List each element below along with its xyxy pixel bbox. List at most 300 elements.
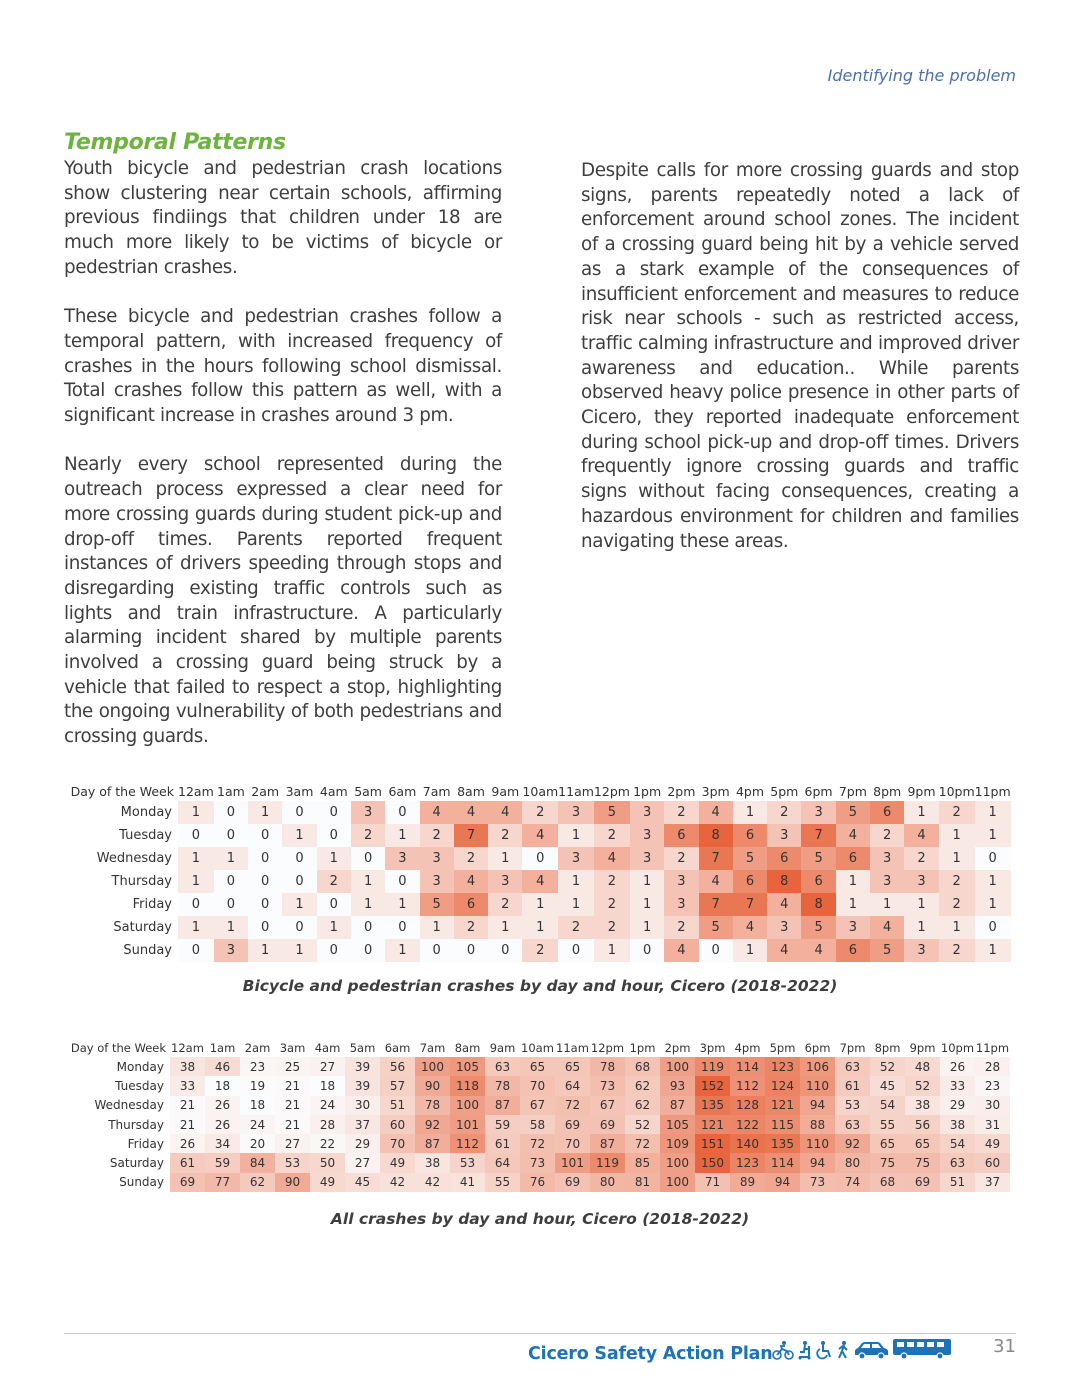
heatmap-cell: 3 [558,847,594,870]
heatmap-cell: 61 [835,1076,870,1095]
heatmap-hour-label: 2pm [667,783,696,799]
heatmap-cell: 54 [940,1134,975,1153]
heatmap-cell: 119 [695,1057,730,1076]
all-crash-heatmap [66,1039,1010,1192]
heatmap-cell: 70 [520,1076,555,1095]
heatmap-cell: 76 [520,1173,555,1192]
heatmap-cell: 23 [240,1057,275,1076]
heatmap-row [70,939,1011,962]
header-section-label: Identifying the problem [827,66,1016,85]
heatmap-cell: 140 [730,1134,765,1153]
heatmap-cell: 0 [351,847,385,870]
heatmap-cell: 73 [590,1076,625,1095]
pedestrian-icon [836,1340,850,1360]
heatmap-cell: 3 [664,870,698,893]
heatmap-day-label: Thursday [108,1117,164,1132]
heatmap-cell: 5 [836,801,870,824]
heatmap-cell: 4 [522,870,558,893]
heatmap-cell: 3 [488,870,522,893]
heatmap-cell: 124 [765,1076,800,1095]
heatmap-cell: 1 [351,870,385,893]
heatmap-hour-label: 11pm [975,1041,1010,1055]
heatmap-cell: 6 [733,870,767,893]
heatmap-cell: 114 [730,1057,765,1076]
heatmap-cell: 80 [835,1153,870,1172]
heatmap-day-label: Wednesday [96,851,172,866]
heatmap-caption: Bicycle and pedestrian crashes by day and hour, Cicero (2018-2022) [242,977,838,995]
heatmap-cell: 24 [240,1115,275,1134]
heatmap-hour-label: 9pm [909,1041,936,1055]
heatmap-cell: 85 [625,1153,660,1172]
heatmap-cell: 4 [699,870,733,893]
heatmap-cell: 2 [904,847,938,870]
heatmap-cell: 65 [905,1134,940,1153]
heatmap-cell: 52 [905,1076,940,1095]
heatmap-cell: 53 [835,1096,870,1115]
section-title: Temporal Patterns [64,130,286,155]
heatmap-cell: 110 [800,1076,835,1095]
heatmap-hour-label: 1am [217,783,245,799]
heatmap-cell: 93 [660,1076,695,1095]
heatmap-hour-label: 8am [454,1041,481,1055]
heatmap-cell: 1 [178,916,214,939]
heatmap-cell: 123 [730,1153,765,1172]
heatmap-hour-label: 6am [388,783,417,799]
heatmap-day-label: Monday [116,1059,164,1074]
heatmap-cell: 100 [660,1057,695,1076]
heatmap-caption: All crashes by day and hour, Cicero (2018-2022) [330,1210,750,1228]
heatmap-hour-label: 6pm [804,1041,831,1055]
heatmap-cell: 65 [870,1134,905,1153]
heatmap-cell: 101 [555,1153,590,1172]
heatmap-cell: 1 [733,801,767,824]
heatmap-day-label: Saturday [113,920,172,935]
heatmap-cell: 23 [975,1076,1010,1095]
heatmap-hour-label: 10am [522,783,559,799]
heatmap-cell: 68 [870,1173,905,1192]
heatmap-cell: 52 [625,1115,660,1134]
heatmap-day-label: Friday [132,897,172,912]
heatmap-day-label: Saturday [109,1156,164,1171]
heatmap-cell: 84 [240,1153,275,1172]
heatmap-cell: 1 [178,847,214,870]
heatmap-day-label: Tuesday [119,828,172,843]
heatmap-cell: 7 [454,824,488,847]
heatmap-cell: 70 [380,1134,415,1153]
heatmap-cell: 6 [664,824,698,847]
heatmap-cell: 0 [214,801,248,824]
heatmap-cell: 88 [800,1115,835,1134]
heatmap-cell: 0 [975,847,1011,870]
heatmap-cell: 121 [695,1115,730,1134]
heatmap-cell: 87 [590,1134,625,1153]
heatmap-cell: 5 [594,801,630,824]
heatmap-cell: 0 [248,847,282,870]
heatmap-cell: 53 [275,1153,310,1172]
heatmap-hour-label: 5am [349,1041,376,1055]
heatmap-cell: 2 [454,847,488,870]
heatmap-cell: 78 [485,1076,520,1095]
heatmap-cell: 46 [205,1057,240,1076]
heatmap-cell: 1 [385,893,419,916]
heatmap-cell: 62 [240,1173,275,1192]
heatmap-cell: 2 [594,893,630,916]
heatmap-cell: 29 [940,1096,975,1115]
heatmap-cell: 115 [765,1115,800,1134]
heatmap-hour-label: 4am [314,1041,341,1055]
heatmap-cell: 67 [590,1096,625,1115]
heatmap-cell: 21 [170,1096,205,1115]
heatmap-cell: 0 [522,847,558,870]
heatmap-cell: 19 [240,1076,275,1095]
heatmap-hour-label: 2am [244,1041,271,1055]
heatmap-cell: 2 [454,916,488,939]
heatmap-cell: 0 [282,801,316,824]
heatmap-cell: 27 [275,1134,310,1153]
heatmap-cell: 8 [801,893,835,916]
heatmap-cell: 67 [520,1096,555,1115]
heatmap-cell: 1 [214,916,248,939]
heatmap-cell: 4 [801,939,835,962]
heatmap-cell: 2 [664,847,698,870]
heatmap-cell: 1 [975,939,1011,962]
heatmap-cell: 90 [415,1076,450,1095]
heatmap-cell: 18 [310,1076,345,1095]
heatmap-cell: 92 [835,1134,870,1153]
heatmap-cell: 100 [660,1173,695,1192]
heatmap-cell: 3 [904,939,938,962]
heatmap-cell: 26 [940,1057,975,1076]
heatmap-cell: 100 [660,1153,695,1172]
footer-title: Cicero Safety Action Plan [528,1344,773,1364]
heatmap-cell: 52 [870,1057,905,1076]
heatmap-cell: 6 [767,847,801,870]
heatmap-cell: 51 [940,1173,975,1192]
heatmap-cell: 123 [765,1057,800,1076]
heatmap-cell: 3 [767,824,801,847]
heatmap-cell: 60 [975,1153,1010,1172]
heatmap-cell: 59 [485,1115,520,1134]
heatmap-cell: 56 [905,1115,940,1134]
heatmap-cell: 5 [733,847,767,870]
heatmap-cell: 3 [870,870,904,893]
heatmap-cell: 33 [170,1076,205,1095]
heatmap-cell: 4 [488,801,522,824]
heatmap-cell: 1 [248,801,282,824]
heatmap-hour-label: 12pm [590,1041,625,1055]
car-icon [853,1340,889,1360]
heatmap-hour-label: 6am [384,1041,411,1055]
heatmap-row [70,870,1011,893]
heatmap-hour-label: 2am [251,783,280,799]
heatmap-cell: 65 [520,1057,555,1076]
heatmap-cell: 94 [765,1173,800,1192]
heatmap-cell: 1 [594,939,630,962]
heatmap-cell: 7 [733,893,767,916]
heatmap-cell: 27 [345,1153,380,1172]
heatmap-cell: 18 [240,1096,275,1115]
heatmap-hour-label: 3pm [699,1041,726,1055]
heatmap-cell: 64 [485,1153,520,1172]
heatmap-cell: 37 [975,1173,1010,1192]
heatmap-hour-label: 8pm [874,1041,901,1055]
heatmap-cell: 0 [282,916,316,939]
heatmap-cell: 2 [420,824,454,847]
heatmap-cell: 3 [836,916,870,939]
heatmap-cell: 1 [317,916,351,939]
heatmap-cell: 0 [282,847,316,870]
heatmap-cell: 5 [870,939,904,962]
heatmap-cell: 1 [522,916,558,939]
heatmap-cell: 7 [801,824,835,847]
heatmap-cell: 0 [385,916,419,939]
heatmap-hour-label: 3am [279,1041,306,1055]
heatmap-hour-label: 9pm [907,783,936,799]
heatmap-cell: 0 [488,939,522,962]
heatmap-cell: 1 [351,893,385,916]
heatmap-cell: 45 [345,1173,380,1192]
heatmap-cell: 4 [836,824,870,847]
heatmap-cell: 1 [870,893,904,916]
heatmap-cell: 55 [870,1115,905,1134]
heatmap-cell: 128 [730,1096,765,1115]
heatmap-cell: 1 [975,801,1011,824]
heatmap-cell: 87 [485,1096,520,1115]
heatmap-cell: 21 [170,1115,205,1134]
heatmap-cell: 51 [380,1096,415,1115]
heatmap-hour-label: 4am [319,783,348,799]
heatmap-cell: 6 [836,939,870,962]
heatmap-cell: 63 [835,1057,870,1076]
heatmap-cell: 4 [767,893,801,916]
heatmap-cell: 58 [520,1115,555,1134]
heatmap-hour-label: 5pm [770,783,799,799]
heatmap-cell: 2 [664,801,698,824]
heatmap-cell: 1 [178,801,214,824]
heatmap-day-label: Monday [120,805,172,820]
heatmap-hour-label: 3am [285,783,314,799]
heatmap-cell: 1 [317,847,351,870]
heatmap-cell: 0 [214,824,248,847]
heatmap-cell: 30 [345,1096,380,1115]
heatmap-cell: 92 [415,1115,450,1134]
heatmap-cell: 2 [594,870,630,893]
heatmap-cell: 1 [488,847,522,870]
heatmap-cell: 42 [415,1173,450,1192]
heatmap-cell: 3 [904,870,938,893]
paragraph: Nearly every school represented during the outreach process expressed a clear need for more crossing guards during student pick-up and drop-off times. Parents reported frequent instances of drivers speeding through stops and disregarding existing traffic controls such as lights and train infrastructure. A particularly alarming incident shared by multiple parents involved a crossing guard being struck by a vehicle that failed to respect a stop, highlighting the ongoing vulnerability of both pedestrians and crossing guards. [64,454,502,748]
heatmap-cell: 4 [454,870,488,893]
heatmap-cell: 7 [699,893,733,916]
heatmap-row [70,801,1011,824]
heatmap-cell: 2 [351,824,385,847]
heatmap-cell: 1 [214,847,248,870]
heatmap-cell: 5 [801,916,835,939]
heatmap-cell: 1 [630,870,664,893]
heatmap-cell: 38 [905,1096,940,1115]
heatmap-cell: 6 [801,870,835,893]
heatmap-cell: 1 [630,893,664,916]
heatmap-cell: 72 [555,1096,590,1115]
heatmap-cell: 34 [205,1134,240,1153]
heatmap-day-label: Friday [127,1136,164,1151]
heatmap-cell: 26 [205,1115,240,1134]
heatmap-cell: 4 [420,801,454,824]
heatmap-cell: 0 [248,824,282,847]
heatmap-hour-label: 7am [422,783,451,799]
heatmap-cell: 78 [590,1057,625,1076]
heatmap-hour-label: 12am [171,1041,204,1055]
heatmap-hour-label: 10pm [940,1041,975,1055]
heatmap-cell: 49 [975,1134,1010,1153]
heatmap-cell: 0 [248,870,282,893]
heatmap-cell: 2 [522,801,558,824]
page-number: 31 [993,1336,1016,1357]
heatmap-cell: 41 [450,1173,485,1192]
heatmap-cell: 0 [317,939,351,962]
heatmap-hour-label: 1pm [633,783,662,799]
heatmap-cell: 1 [282,893,316,916]
heatmap-hour-label: 1am [209,1041,236,1055]
heatmap-cell: 38 [940,1115,975,1134]
paragraph: Youth bicycle and pedestrian crash locations show clustering near certain schools, affirming previous findiings that children under 18 are much more likely to be victims of bicycle or pedestrian crashes. [64,158,502,278]
heatmap-cell: 21 [275,1115,310,1134]
heatmap-cell: 62 [625,1096,660,1115]
heatmap-cell: 1 [975,870,1011,893]
paragraph: Despite calls for more crossing guards and stop signs, parents repeatedly noted a lack of enforcement around school zones. The incident of a crossing guard being hit by a vehicle served as a stark example of the consequences of insufficient enforcement and measures to reduce risk near schools - such as restricted access, traffic calming infrastructure and improved driver awareness and education.. While parents observed heavy police presence in other parts of Cicero, they reported inadequate enforcement during school pick-up and drop-off times. Drivers frequently ignore crossing guards and traffic signs without facing consequences, creating a hazardous environment for children and families navigating these areas. [581,160,1019,552]
heatmap-cell: 0 [630,939,664,962]
heatmap-cell: 3 [630,824,664,847]
heatmap-row [66,1115,1010,1134]
heatmap-cell: 114 [765,1153,800,1172]
heatmap-cell: 4 [522,824,558,847]
heatmap-cell: 2 [558,916,594,939]
heatmap-cell: 0 [214,893,248,916]
heatmap-cell: 20 [240,1134,275,1153]
heatmap-cell: 94 [800,1096,835,1115]
heatmap-cell: 1 [558,824,594,847]
heatmap-cell: 87 [660,1096,695,1115]
heatmap-cell: 71 [695,1173,730,1192]
heatmap-cell: 54 [870,1096,905,1115]
heatmap-cell: 62 [625,1076,660,1095]
heatmap-cell: 39 [345,1076,380,1095]
heatmap-cell: 3 [630,801,664,824]
heatmap-cell: 0 [385,801,419,824]
heatmap-cell: 69 [555,1115,590,1134]
heatmap-cell: 56 [380,1057,415,1076]
heatmap-cell: 1 [939,847,975,870]
heatmap-cell: 2 [767,801,801,824]
heatmap-cell: 5 [699,916,733,939]
heatmap-cell: 49 [380,1153,415,1172]
heatmap-cell: 3 [767,916,801,939]
heatmap-cell: 3 [630,847,664,870]
heatmap-cell: 2 [939,870,975,893]
heatmap-cell: 69 [590,1115,625,1134]
heatmap-cell: 27 [310,1057,345,1076]
heatmap-cell: 0 [248,893,282,916]
heatmap-cell: 135 [765,1134,800,1153]
heatmap-cell: 63 [835,1115,870,1134]
heatmap-cell: 38 [170,1057,205,1076]
heatmap-cell: 152 [695,1076,730,1095]
heatmap-cell: 72 [625,1134,660,1153]
heatmap-hour-label: 12pm [593,783,630,799]
heatmap-hour-label: 4pm [734,1041,761,1055]
heatmap-row [70,847,1011,870]
bike-ped-crash-heatmap [70,781,1011,962]
heatmap-cell: 33 [940,1076,975,1095]
heatmap-cell: 106 [800,1057,835,1076]
heatmap-cell: 2 [488,824,522,847]
heatmap-cell: 0 [420,939,454,962]
heatmap-cell: 2 [664,916,698,939]
heatmap-cell: 18 [205,1076,240,1095]
heatmap-corner-label: Day of the Week [70,783,174,799]
heatmap-cell: 3 [801,801,835,824]
heatmap-cell: 61 [485,1134,520,1153]
heatmap-cell: 0 [248,916,282,939]
heatmap-cell: 57 [380,1076,415,1095]
heatmap-hour-label: 12am [178,783,214,799]
heatmap-cell: 2 [870,824,904,847]
heatmap-hour-label: 5pm [769,1041,796,1055]
heatmap-cell: 30 [975,1096,1010,1115]
heatmap-cell: 1 [630,916,664,939]
heatmap-hour-label: 4pm [735,783,765,799]
heatmap-cell: 21 [275,1096,310,1115]
heatmap-cell: 4 [664,939,698,962]
heatmap-cell: 0 [178,824,214,847]
heatmap-cell: 151 [695,1134,730,1153]
heatmap-cell: 3 [351,801,385,824]
heatmap-cell: 24 [310,1096,345,1115]
heatmap-cell: 3 [385,847,419,870]
heatmap-cell: 0 [178,939,214,962]
heatmap-row [66,1096,1010,1115]
heatmap-cell: 72 [520,1134,555,1153]
heatmap-cell: 122 [730,1115,765,1134]
heatmap-hour-label: 8am [457,783,485,799]
heatmap-cell: 1 [248,939,282,962]
heatmap-cell: 6 [733,824,767,847]
heatmap-row [70,824,1011,847]
heatmap-hour-label: 9am [491,783,520,799]
heatmap-cell: 1 [558,893,594,916]
bicycle-icon [772,1340,794,1360]
heatmap-cell: 77 [205,1173,240,1192]
heatmap-cell: 29 [345,1134,380,1153]
heatmap-cell: 21 [275,1076,310,1095]
heatmap-cell: 22 [310,1134,345,1153]
heatmap-cell: 1 [904,916,938,939]
heatmap-hour-label: 2pm [664,1041,691,1055]
heatmap-hour-label: 1pm [629,1041,656,1055]
heatmap-cell: 0 [699,939,733,962]
heatmap-cell: 4 [699,801,733,824]
heatmap-cell: 121 [765,1096,800,1115]
heatmap-cell: 48 [905,1057,940,1076]
heatmap-cell: 1 [385,939,419,962]
heatmap-cell: 0 [351,939,385,962]
heatmap-cell: 1 [385,824,419,847]
heatmap-cell: 0 [454,939,488,962]
heatmap-cell: 69 [170,1173,205,1192]
heatmap-cell: 75 [870,1153,905,1172]
heatmap-cell: 1 [939,824,975,847]
heatmap-cell: 0 [317,893,351,916]
